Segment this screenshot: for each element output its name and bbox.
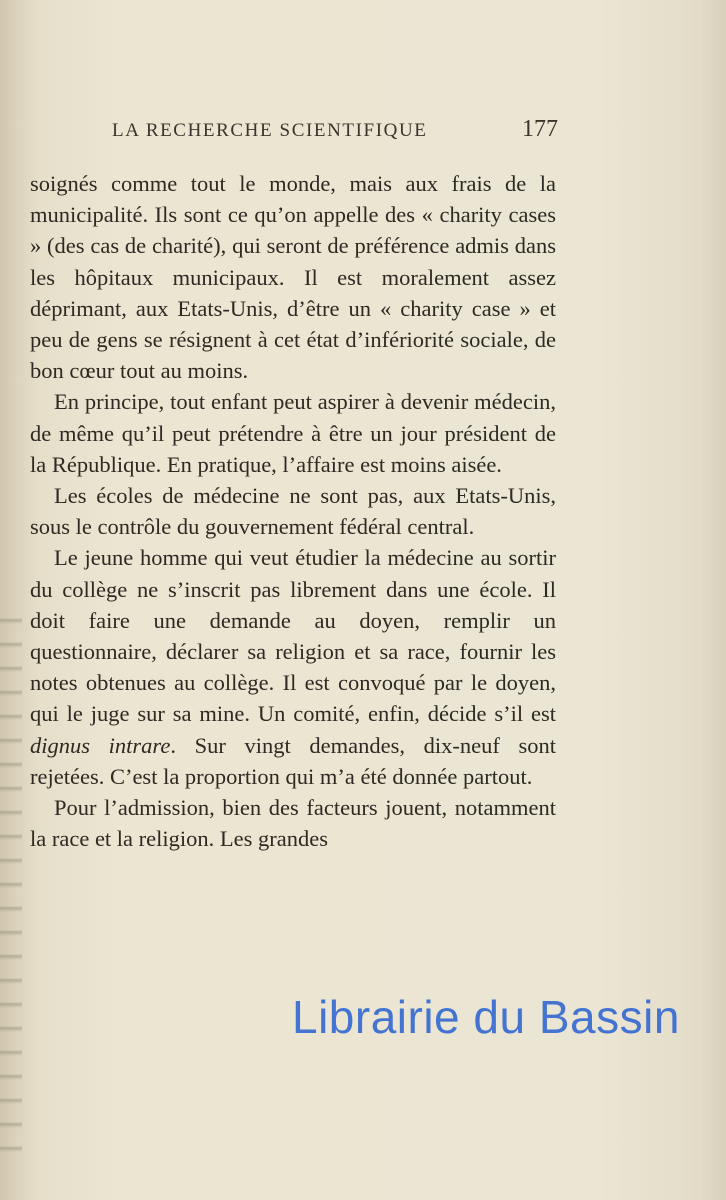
paragraph-5: Pour l’admission, bien des facteurs jouent, notamment la race et la religion. Les grandes — [30, 795, 556, 852]
page-number: 177 — [522, 116, 558, 142]
watermark: Librairie du Bassin — [292, 991, 680, 1043]
paragraph-4-text-b: . Sur vingt demandes, dix-neuf sont rejetées. C’est la proportion qui m’a été donnée partout. — [30, 732, 556, 789]
paragraph-4-text-a: Le jeune homme qui veut étudier la médecine au sortir du collège ne s’inscrit pas librement dans une école. Il doit faire une demande au doyen, remplir un questionnaire, déclarer sa religion et sa race, fournir les notes obtenues au collège. Il est convoqué par le doyen, qui le juge sur sa mine. Un comité, enfin, décide s’il est — [30, 545, 556, 727]
running-head-title: LA RECHERCHE SCIENTIFIQUE — [112, 120, 428, 141]
body-text — [30, 168, 556, 854]
paragraph-2: En principe, tout enfant peut aspirer à devenir médecin, de même qu’il peut prétendre à être un jour président de la République. En pratique, l’affaire est moins aisée. — [30, 389, 556, 477]
paragraph-3: Les écoles de médecine ne sont pas, aux Etats-Unis, sous le contrôle du gouvernement fédéral central. — [30, 483, 556, 540]
paragraph-1: soignés comme tout le monde, mais aux frais de la municipalité. Ils sont ce qu’on appelle des « charity cases » (des cas de charité), qui seront de préférence admis dans les hôpitaux municipaux. Il est moralement assez déprimant, aux Etats-Unis, d’être un « charity case » et peu de gens se résignent à cet état d’infériorité sociale, de bon cœur tout au moins. — [30, 171, 556, 384]
running-head — [112, 116, 558, 146]
paragraph-4 — [30, 542, 556, 792]
page-edge-shadow — [0, 600, 22, 1160]
latin-phrase: dignus intrare — [30, 732, 171, 758]
